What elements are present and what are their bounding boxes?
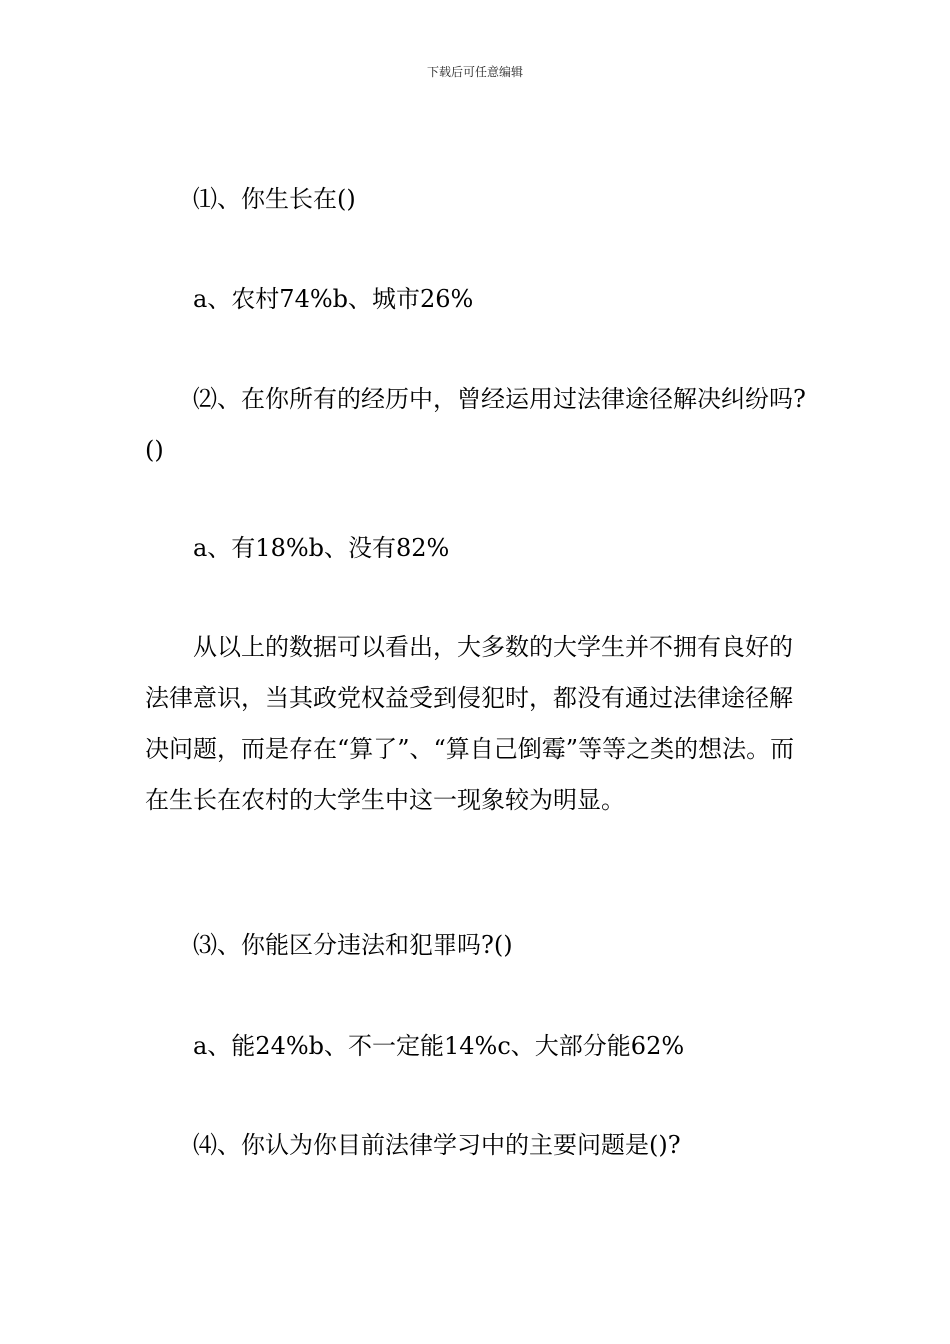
answer-1: a、农村74%b、城市26%	[193, 285, 474, 313]
question-1: ⑴、你生长在()	[193, 185, 356, 213]
question-2: ⑵、在你所有的经历中，曾经运用过法律途径解决纠纷吗?()	[145, 385, 806, 464]
answer-2: a、有18%b、没有82%	[193, 534, 450, 562]
page-header: 下载后可任意编辑	[426, 65, 523, 79]
question-4: ⑷、你认为你目前法律学习中的主要问题是()?	[193, 1131, 681, 1159]
answer-3: a、能24%b、不一定能14%c、大部分能62%	[193, 1032, 685, 1060]
analysis-paragraph: 从以上的数据可以看出，大多数的大学生并不拥有良好的法律意识，当其政党权益受到侵犯时，都没有通过法律途径解决问题，而是存在“算了”、“算自己倒霉”等等之类的想法。而在生长在农村的大学生中这一现象较为明显。	[145, 633, 795, 814]
question-3: ⑶、你能区分违法和犯罪吗?()	[193, 931, 513, 959]
